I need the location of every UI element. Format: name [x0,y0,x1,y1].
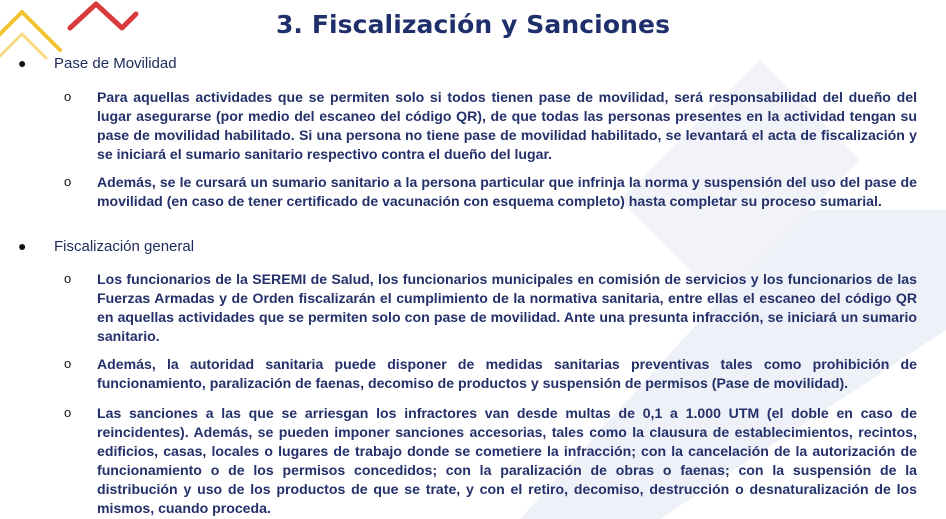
list-item-text: Para aquellas actividades que se permiten solo si todos tienen pase de movilidad, será responsabilidad del dueño del lugar asegurarse (por medio del escaneo del código QR), de que todas las personas presentes en la actividad tengan su pase de movilidad habilitado. Si una persona no tiene pase de movilidad habilitado, se levantará el acta de fiscalización y se iniciará el sumario sanitario respectivo contra el dueño del lugar. [97,89,917,162]
list-item [64,173,917,211]
list-item-text: Las sanciones a las que se arriesgan los infractores van desde multas de 0,1 a 1.000 UTM (el doble en caso de reincidentes). Además, se pueden imponer sanciones accesorias, tales como la clausura de establecimientos, recintos, edificios, casas, locales o lugares de trabajo donde se cometiere la infracción; con la cancelación de la autorización de funcionamiento o de los permisos concedidos; con la paralización de obras o faenas; con la suspensión de la distribución y uso de los productos de que se trate, y con el retiro, decomiso, destrucción o desnaturalización de los mismos, cuando proceda. [97,405,917,516]
circle-bullet-icon: o [64,271,72,286]
bullet-fiscalizacion-general [18,238,194,255]
page-title: 3. Fiscalización y Sanciones [275,10,671,39]
list-item-text: Además, la autoridad sanitaria puede disponer de medidas sanitarias preventivas tales como prohibición de funcionamiento, paralización de faenas, decomiso de productos y suspensión de permisos (Pase de movilidad). [97,356,917,391]
list-item [64,404,917,518]
list-item [64,270,917,346]
circle-bullet-icon: o [64,174,72,189]
bullet-dot-icon: ● [18,238,27,254]
list-item-text: Además, se le cursará un sumario sanitario a la persona particular que infrinja la norma y suspensión del uso del pase de movilidad (en caso de tener certificado de vacunación con esquema completo) hasta completar su proceso sumarial. [97,174,917,209]
bullet-label: Fiscalización general [54,238,195,255]
bullet-pase-movilidad [18,55,177,72]
list-item-text: Los funcionarios de la SEREMI de Salud, los funcionarios municipales en comisión de servicios y los funcionarios de las Fuerzas Armadas y de Orden fiscalizarán el cumplimiento de la normativa sanitaria, entre ellas el escaneo del código QR en aquellas actividades que se permiten solo con pase de movilidad. Ante una presunta infracción, se iniciará un sumario sanitario. [97,271,917,344]
list-item [64,355,917,393]
bullet-label: Pase de Movilidad [54,55,177,72]
bullet-dot-icon: ● [18,55,27,71]
list-item [64,88,917,164]
circle-bullet-icon: o [64,89,72,104]
circle-bullet-icon: o [64,356,72,371]
circle-bullet-icon: o [64,405,72,420]
